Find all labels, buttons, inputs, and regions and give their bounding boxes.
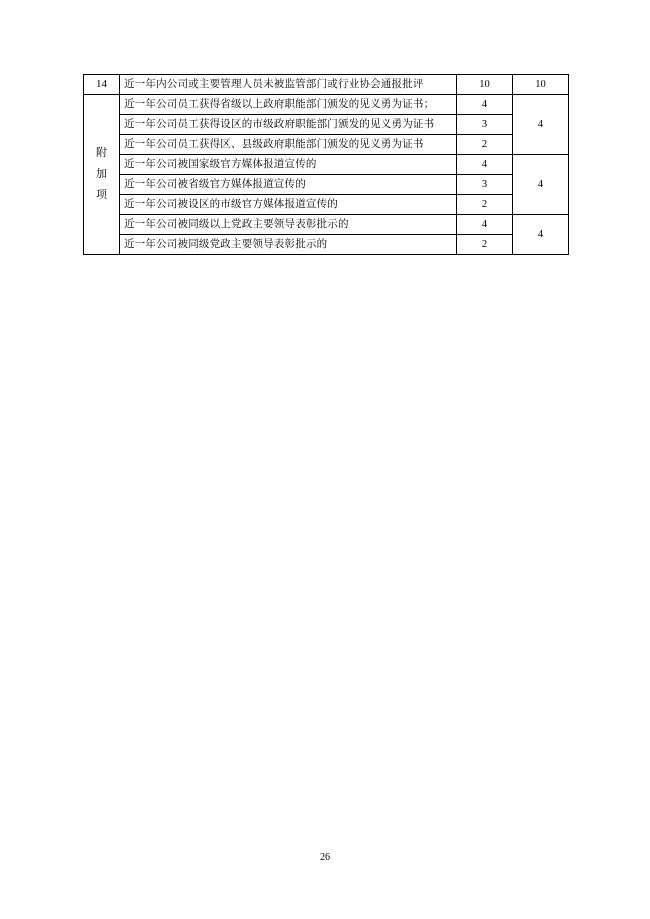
row-description: 近一年公司被同级党政主要领导表彰批示的 [120,235,457,255]
score-table-container [83,74,568,255]
score-table [83,74,569,255]
row-score: 4 [457,155,513,175]
row-score: 4 [457,215,513,235]
row-total: 10 [513,75,569,95]
row-description: 近一年公司被设区的市级官方媒体报道宣传的 [120,195,457,215]
row-total: 4 [513,155,569,215]
row-score: 2 [457,235,513,255]
table-row [84,215,569,235]
row-total: 4 [513,215,569,255]
table-row [84,75,569,95]
section-label-char-3: 项 [96,188,107,201]
table-row [84,235,569,255]
row-description: 近一年公司被国家级官方媒体报道宣传的 [120,155,457,175]
row-number: 14 [84,75,120,95]
table-row [84,175,569,195]
row-score: 10 [457,75,513,95]
section-label-char-1: 附 [96,147,107,160]
table-row [84,195,569,215]
row-description: 近一年内公司或主要管理人员未被监管部门或行业协会通报批评 [120,75,457,95]
row-total: 4 [513,95,569,155]
page-number: 26 [320,852,330,863]
section-label-additional [84,95,120,255]
row-description: 近一年公司被同级以上党政主要领导表彰批示的 [120,215,457,235]
table-row [84,115,569,135]
row-score: 3 [457,175,513,195]
row-score: 2 [457,195,513,215]
table-row [84,155,569,175]
table-row [84,135,569,155]
row-score: 4 [457,95,513,115]
row-description: 近一年公司员工获得区、县级政府职能部门颁发的见义勇为证书 [120,135,457,155]
section-label-char-2: 加 [96,168,107,181]
row-score: 2 [457,135,513,155]
row-description: 近一年公司员工获得设区的市级政府职能部门颁发的见义勇为证书 [120,115,457,135]
score-table-body [84,75,569,255]
row-description: 近一年公司被省级官方媒体报道宣传的 [120,175,457,195]
row-score: 3 [457,115,513,135]
row-description: 近一年公司员工获得省级以上政府职能部门颁发的见义勇为证书； [120,95,457,115]
table-row [84,95,569,115]
